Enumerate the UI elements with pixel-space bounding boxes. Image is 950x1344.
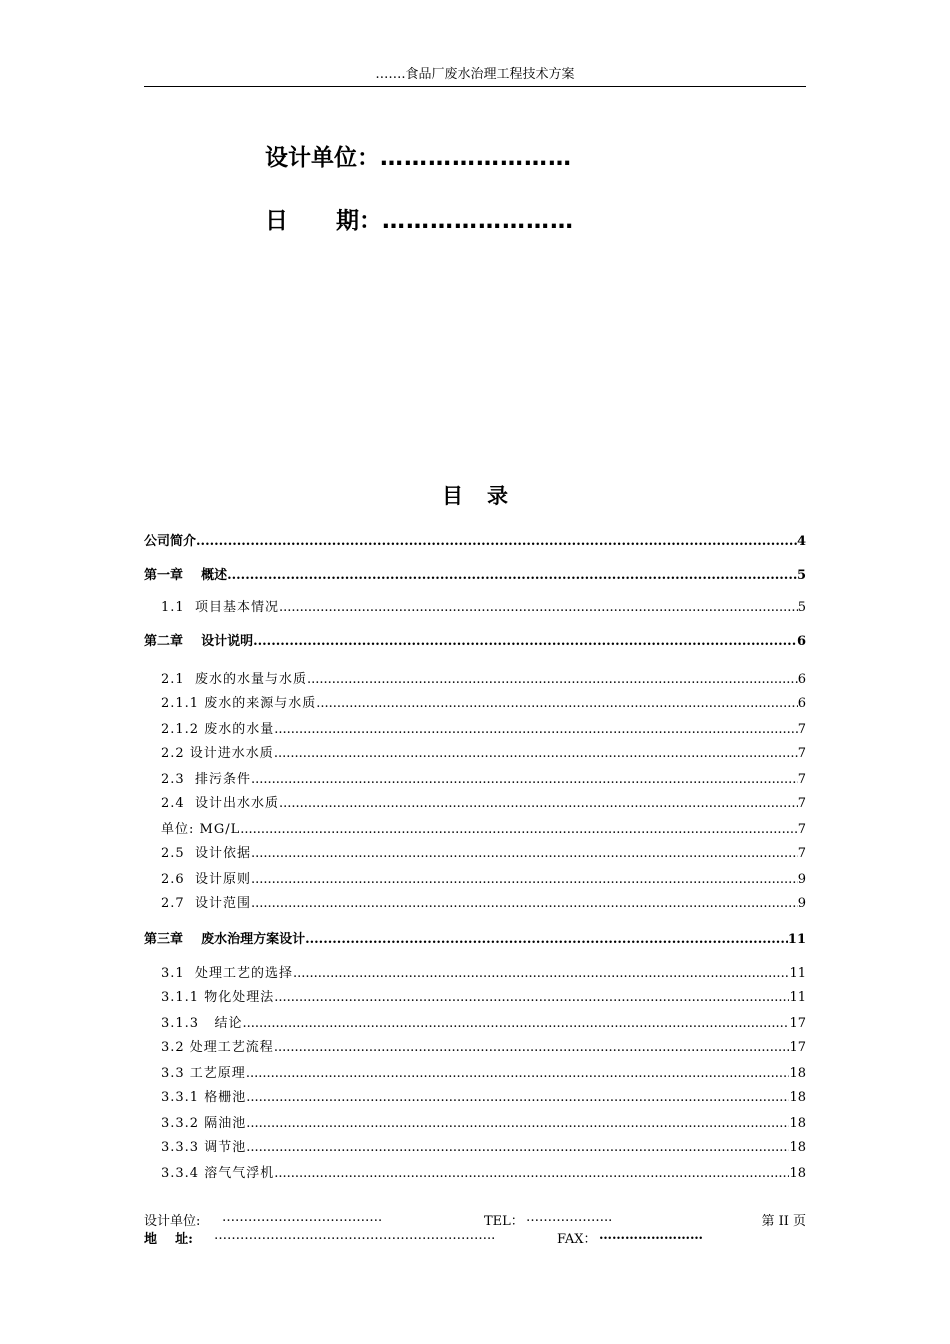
toc-entry-label: 2.6 设计原则 xyxy=(161,872,251,887)
toc-entry[interactable] xyxy=(144,596,806,616)
toc-entry-page: 5 xyxy=(796,568,806,583)
toc-entry[interactable] xyxy=(144,1086,806,1106)
toc-entry[interactable] xyxy=(144,692,806,712)
toc-entry-label: 2.4 设计出水水质 xyxy=(161,796,279,811)
toc-entry[interactable] xyxy=(144,742,806,762)
toc-leader-dots xyxy=(242,1016,789,1031)
toc-leader-dots xyxy=(246,1090,789,1105)
toc-title: 目录 xyxy=(442,484,532,508)
toc-leader-dots xyxy=(253,634,797,649)
footer-address-value: ……………………………………………………….. xyxy=(214,1228,496,1243)
toc-leader-dots xyxy=(251,896,798,911)
toc-entry-page: 7 xyxy=(797,822,806,837)
toc-entry-label: 3.1.1 物化处理法 xyxy=(161,990,275,1005)
toc-entry-label: 3.3 工艺原理 xyxy=(161,1066,246,1081)
toc-entry-page: 18 xyxy=(789,1140,806,1155)
page-header xyxy=(144,66,806,87)
toc-entry-page: 6 xyxy=(796,634,806,649)
toc-leader-dots xyxy=(251,872,798,887)
toc-entry[interactable] xyxy=(144,986,806,1006)
toc-leader-dots xyxy=(316,696,798,711)
toc-leader-dots xyxy=(307,672,798,687)
toc-leader-dots xyxy=(279,796,798,811)
toc-entry-label: 2.7 设计范围 xyxy=(161,896,251,911)
toc-entry[interactable] xyxy=(144,564,806,584)
design-unit-label: 设计单位： xyxy=(265,145,380,171)
toc-leader-dots xyxy=(274,722,798,737)
toc-leader-dots xyxy=(274,1166,789,1181)
toc-entry[interactable] xyxy=(144,962,806,982)
date-value: …………………… xyxy=(382,208,575,234)
toc-entry[interactable] xyxy=(144,818,806,838)
toc-entry-label: 2.2 设计进水水质 xyxy=(161,746,274,761)
toc-leader-dots xyxy=(246,1140,789,1155)
toc-leader-dots xyxy=(251,772,798,787)
toc-entry[interactable] xyxy=(144,1136,806,1156)
toc-entry[interactable] xyxy=(144,1112,806,1132)
toc-entry-page: 11 xyxy=(789,990,806,1005)
toc-leader-dots xyxy=(251,846,798,861)
footer-address-label: 地 址: xyxy=(144,1232,193,1247)
date-label: 日 期： xyxy=(265,208,383,234)
footer-fax-value: …………………… xyxy=(599,1228,703,1243)
toc-entry[interactable] xyxy=(144,1012,806,1032)
toc-entry[interactable] xyxy=(144,792,806,812)
toc-entry-label: 3.3.2 隔油池 xyxy=(161,1116,247,1131)
toc-entry-label: 2.1.2 废水的水量 xyxy=(161,722,275,737)
toc-entry-label: 公司简介 xyxy=(144,534,197,549)
toc-entry[interactable] xyxy=(144,928,806,948)
toc-entry-page: 5 xyxy=(797,600,806,615)
toc-leader-dots xyxy=(274,990,789,1005)
toc-entry[interactable] xyxy=(144,1162,806,1182)
toc-entry-label: 单位: MG/L xyxy=(161,822,241,837)
toc-entry-page: 7 xyxy=(797,796,806,811)
toc-leader-dots xyxy=(246,1066,790,1081)
toc-entry-page: 17 xyxy=(789,1040,806,1055)
toc-entry-page: 18 xyxy=(789,1090,806,1105)
toc-leader-dots xyxy=(227,568,797,583)
design-unit-value: …………………… xyxy=(380,145,572,171)
toc-entry-label: 第三章 废水治理方案设计 xyxy=(144,932,306,947)
footer-tel-label: TEL： xyxy=(484,1214,524,1229)
toc-entry-page: 18 xyxy=(789,1166,806,1181)
toc-leader-dots xyxy=(305,932,788,947)
toc-entry-label: 3.3.4 溶气气浮机 xyxy=(161,1166,275,1181)
footer-design-unit-value: ………………………………. xyxy=(222,1210,383,1225)
toc-entry-page: 9 xyxy=(797,896,806,911)
footer-design-unit-label: 设计单位: xyxy=(144,1214,201,1229)
toc-entry-label: 2.1 废水的水量与水质 xyxy=(161,672,307,687)
toc-entry-page: 18 xyxy=(789,1066,806,1081)
toc-leader-dots xyxy=(240,822,797,837)
cover-date xyxy=(265,202,574,235)
footer-tel-value: ……………….. xyxy=(526,1210,613,1225)
toc-entry-page: 7 xyxy=(797,846,806,861)
toc-entry[interactable] xyxy=(144,868,806,888)
toc-entry-page: 6 xyxy=(797,672,806,687)
toc-entry-label: 2.5 设计依据 xyxy=(161,846,251,861)
toc-entry-page: 9 xyxy=(797,872,806,887)
toc-leader-dots xyxy=(274,746,798,761)
toc-entry-page: 18 xyxy=(789,1116,806,1131)
toc-entry-label: 3.2 处理工艺流程 xyxy=(161,1040,274,1055)
toc-entry-page: 7 xyxy=(797,772,806,787)
footer-page-number: 第 II 页 xyxy=(761,1214,806,1229)
toc-entry-label: 第二章 设计说明 xyxy=(144,634,254,649)
toc-entry-page: 11 xyxy=(787,932,806,947)
toc-entry-label: 2.3 排污条件 xyxy=(161,772,251,787)
toc-entry[interactable] xyxy=(144,1062,806,1082)
toc-entry-label: 第一章 概述 xyxy=(144,568,228,583)
toc-entry-label: 3.3.1 格栅池 xyxy=(161,1090,247,1105)
toc-leader-dots xyxy=(274,1040,790,1055)
toc-entry-label: 3.1.3 结论 xyxy=(161,1016,243,1031)
toc-entry[interactable] xyxy=(144,530,806,550)
toc-entry[interactable] xyxy=(144,892,806,912)
toc-entry-label: 2.1.1 废水的来源与水质 xyxy=(161,696,317,711)
toc-entry[interactable] xyxy=(144,1036,806,1056)
toc-entry[interactable] xyxy=(144,668,806,688)
toc-entry-page: 4 xyxy=(796,534,806,549)
toc-entry-page: 11 xyxy=(789,966,806,981)
footer-fax-label: FAX： xyxy=(557,1232,597,1247)
toc-entry[interactable] xyxy=(144,718,806,738)
header-title: …….食品厂废水治理工程技术方案 xyxy=(375,67,575,82)
toc-entry[interactable] xyxy=(144,768,806,788)
toc-entry-page: 6 xyxy=(797,696,806,711)
cover-design-unit xyxy=(265,139,572,172)
toc-leader-dots xyxy=(279,600,798,615)
toc-entry-page: 17 xyxy=(789,1016,806,1031)
toc-entry-label: 3.1 处理工艺的选择 xyxy=(161,966,293,981)
toc-leader-dots xyxy=(196,534,797,549)
toc-entry-page: 7 xyxy=(797,746,806,761)
toc-leader-dots xyxy=(293,966,790,981)
toc-entry-label: 3.3.3 调节池 xyxy=(161,1140,247,1155)
toc-entry-page: 7 xyxy=(797,722,806,737)
toc-entry-label: 1.1 项目基本情况 xyxy=(161,600,279,615)
toc-entry[interactable] xyxy=(144,630,806,650)
toc-entry[interactable] xyxy=(144,842,806,862)
toc-leader-dots xyxy=(246,1116,789,1131)
